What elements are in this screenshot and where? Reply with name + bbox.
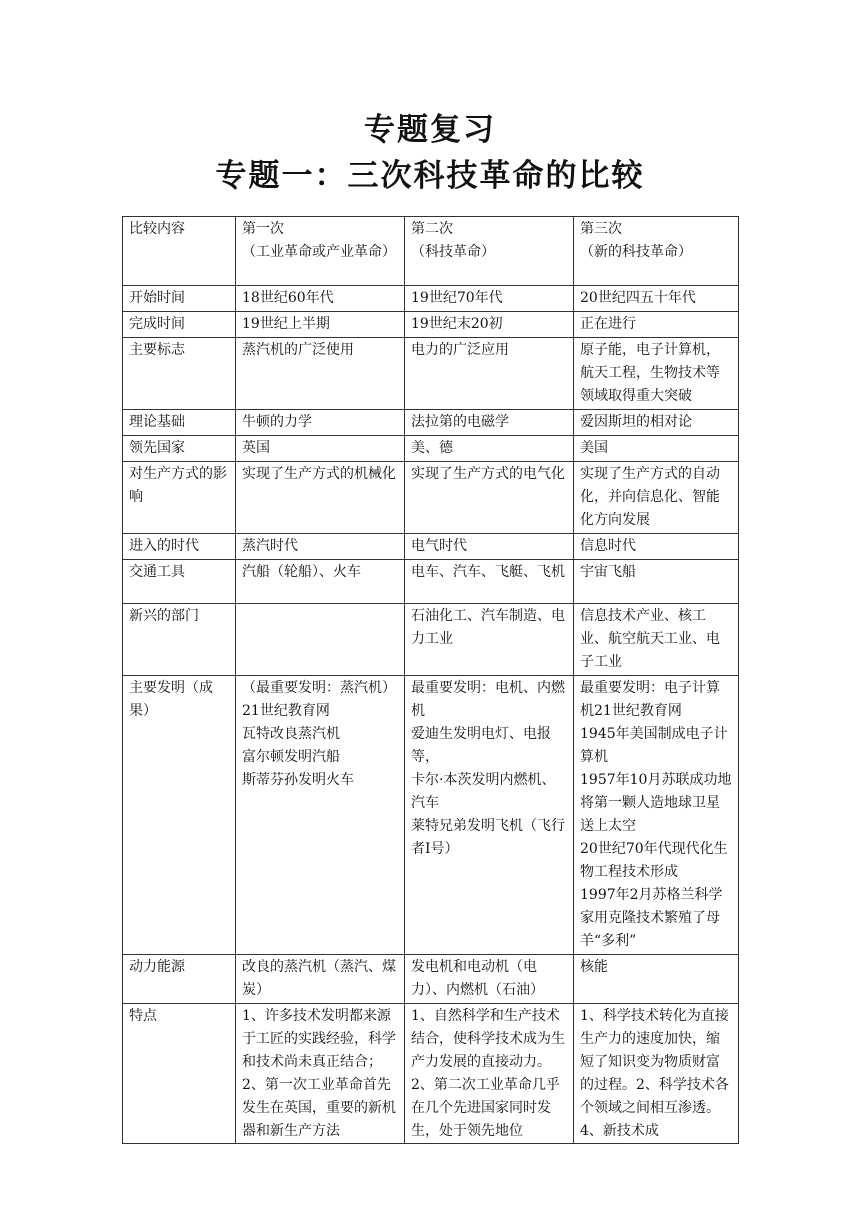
cell-text: 1、自然科学和生产技术结合，使科学技术成为生产力发展的直接动力。2、第二次工业革命几乎在几个先进国家同时发生，处于领先地位 xyxy=(411,1008,565,1139)
row-label: 特点 xyxy=(123,1004,236,1144)
table-row xyxy=(123,410,739,436)
table-cell xyxy=(405,604,574,676)
table-row xyxy=(123,1004,739,1144)
row-label: 主要发明（成果） xyxy=(123,676,236,955)
table-cell xyxy=(574,560,739,604)
table-cell xyxy=(405,560,574,604)
cell-text: 第二次 xyxy=(411,221,453,237)
feature-cell xyxy=(236,1004,405,1144)
cell-text: （新的科技革命） xyxy=(580,244,692,260)
cell-text: 第三次 xyxy=(580,221,622,237)
cell-text: 英国 xyxy=(242,440,270,456)
table-cell xyxy=(405,312,574,338)
cell-text: 电力的广泛应用 xyxy=(411,342,509,358)
feature-cell xyxy=(574,1004,739,1144)
table-cell xyxy=(405,436,574,462)
table-cell xyxy=(405,955,574,1004)
cell-text: 正在进行 xyxy=(580,316,636,332)
cell-text: 原子能，电子计算机，航天工程，生物技术等领域取得重大突破 xyxy=(580,342,720,404)
table-cell xyxy=(574,534,739,560)
table-cell xyxy=(405,338,574,410)
header-cell xyxy=(405,217,574,286)
cell-text: 20世纪四五十年代 xyxy=(580,290,696,306)
table-cell xyxy=(574,436,739,462)
table-cell xyxy=(405,462,574,534)
cell-text: 电车、汽车、飞艇、飞机 xyxy=(411,564,565,580)
row-label: 主要标志 xyxy=(123,338,236,410)
table-cell xyxy=(405,534,574,560)
row-label: 进入的时代 xyxy=(123,534,236,560)
cell-text: 最重要发明：电子计算机21世纪教育网 xyxy=(580,680,720,719)
table-row xyxy=(123,955,739,1004)
cell-text: 1997年2月苏格兰科学家用克隆技术繁殖了母羊“多利” xyxy=(580,887,723,949)
cell-text: 电气时代 xyxy=(411,538,467,554)
table-cell xyxy=(236,955,405,1004)
table-row xyxy=(123,534,739,560)
table-row xyxy=(123,338,739,410)
cell-text: 爱迪生发明电灯、电报等， xyxy=(411,726,551,765)
cell-text: 实现了生产方式的机械化 xyxy=(242,466,396,482)
cell-text: 美国 xyxy=(580,440,608,456)
header-cell xyxy=(236,217,405,286)
cell-text: 1、科学技术转化为直接生产力的速度加快，缩短了知识变为物质财富的过程。2、科学技术各个领域之间相互渗透。4、新技术成 xyxy=(580,1008,729,1139)
table-cell xyxy=(405,676,574,955)
cell-text: 20世纪70年代现代化生物工程技术形成 xyxy=(580,841,728,880)
table-cell xyxy=(574,462,739,534)
table-cell xyxy=(236,312,405,338)
cell-text: 斯蒂芬孙发明火车 xyxy=(242,772,354,788)
cell-text: 宇宙飞船 xyxy=(580,564,636,580)
table-cell xyxy=(574,312,739,338)
cell-text: 蒸汽机的广泛使用 xyxy=(242,342,354,358)
table-cell xyxy=(236,286,405,312)
cell-text: 牛顿的力学 xyxy=(242,414,312,430)
cell-text: 石油化工、汽车制造、电力工业 xyxy=(411,608,565,647)
cell-text: 蒸汽时代 xyxy=(242,538,298,554)
cell-text: 最重要发明：电机、内燃机 xyxy=(411,680,565,719)
cell-text: 发电机和电动机（电力）、内燃机（石油） xyxy=(411,959,544,998)
table-row xyxy=(123,286,739,312)
row-label: 完成时间 xyxy=(123,312,236,338)
cell-text: 卡尔·本茨发明内燃机、汽车 xyxy=(411,772,556,811)
table-cell xyxy=(236,462,405,534)
cell-text: 莱特兄弟发明飞机（飞行者Ⅰ号） xyxy=(411,818,565,857)
table-cell xyxy=(236,560,405,604)
cell-text: 实现了生产方式的电气化 xyxy=(411,466,565,482)
row-label: 开始时间 xyxy=(123,286,236,312)
table-cell xyxy=(405,410,574,436)
table-cell xyxy=(236,676,405,955)
cell-text: 19世纪70年代 xyxy=(411,290,503,306)
cell-text: 1957年10月苏联成功地将第一颗人造地球卫星送上太空 xyxy=(580,772,732,834)
cell-text: 法拉第的电磁学 xyxy=(411,414,509,430)
cell-text: 富尔顿发明汽船 xyxy=(242,749,340,765)
table-row xyxy=(123,462,739,534)
cell-text: （科技革命） xyxy=(411,244,495,260)
table-header-row xyxy=(123,217,739,286)
table-cell xyxy=(574,286,739,312)
table-cell xyxy=(574,604,739,676)
cell-text: 改良的蒸汽机（蒸汽、煤炭） xyxy=(242,959,396,998)
comparison-table xyxy=(122,216,739,1144)
table-cell xyxy=(236,338,405,410)
cell-text: 核能 xyxy=(580,959,608,975)
row-label: 交通工具 xyxy=(123,560,236,604)
row-label: 理论基础 xyxy=(123,410,236,436)
cell-text: 汽船（轮船）、火车 xyxy=(242,564,361,580)
cell-text: 信息技术产业、核工业、航空航天工业、电子工业 xyxy=(580,608,720,670)
table-row xyxy=(123,560,739,604)
table-row xyxy=(123,436,739,462)
table-cell xyxy=(574,338,739,410)
row-label: 动力能源 xyxy=(123,955,236,1004)
row-label: 领先国家 xyxy=(123,436,236,462)
document-title: 专题复习 xyxy=(364,112,496,148)
table-cell xyxy=(574,410,739,436)
cell-text: 18世纪60年代 xyxy=(242,290,334,306)
table-row xyxy=(123,604,739,676)
cell-text: 信息时代 xyxy=(580,538,636,554)
table-row xyxy=(123,312,739,338)
table-cell xyxy=(236,604,405,676)
cell-text: 1、许多技术发明都来源于工匠的实践经验，科学和技术尚未真正结合；2、第一次工业革命首先发生在英国，重要的新机器和新生产方法 xyxy=(242,1008,396,1139)
cell-text: 比较内容 xyxy=(129,221,185,237)
cell-text: 19世纪上半期 xyxy=(242,316,330,332)
table-cell xyxy=(236,534,405,560)
table-cell xyxy=(405,286,574,312)
cell-text: 实现了生产方式的自动化，并向信息化、智能化方向发展 xyxy=(580,466,720,528)
table-row xyxy=(123,676,739,955)
cell-text: （最重要发明：蒸汽机） xyxy=(242,680,396,696)
feature-cell xyxy=(405,1004,574,1144)
document-subtitle: 专题一：三次科技革命的比较 xyxy=(215,158,645,194)
cell-text: 爱因斯坦的相对论 xyxy=(580,414,692,430)
row-label: 新兴的部门 xyxy=(123,604,236,676)
table-cell xyxy=(574,676,739,955)
header-label-cell xyxy=(123,217,236,286)
cell-text: 19世纪末20初 xyxy=(411,316,503,332)
cell-text: 21世纪教育网 xyxy=(242,703,330,719)
header-cell xyxy=(574,217,739,286)
cell-text: （工业革命或产业革命） xyxy=(242,244,396,260)
row-label: 对生产方式的影响 xyxy=(123,462,236,534)
table-cell xyxy=(236,436,405,462)
cell-text: 美、德 xyxy=(411,440,453,456)
table-cell xyxy=(236,410,405,436)
table-cell xyxy=(574,955,739,1004)
cell-text: 1945年美国制成电子计算机 xyxy=(580,726,728,765)
cell-text: 第一次 xyxy=(242,221,284,237)
cell-text: 瓦特改良蒸汽机 xyxy=(242,726,340,742)
